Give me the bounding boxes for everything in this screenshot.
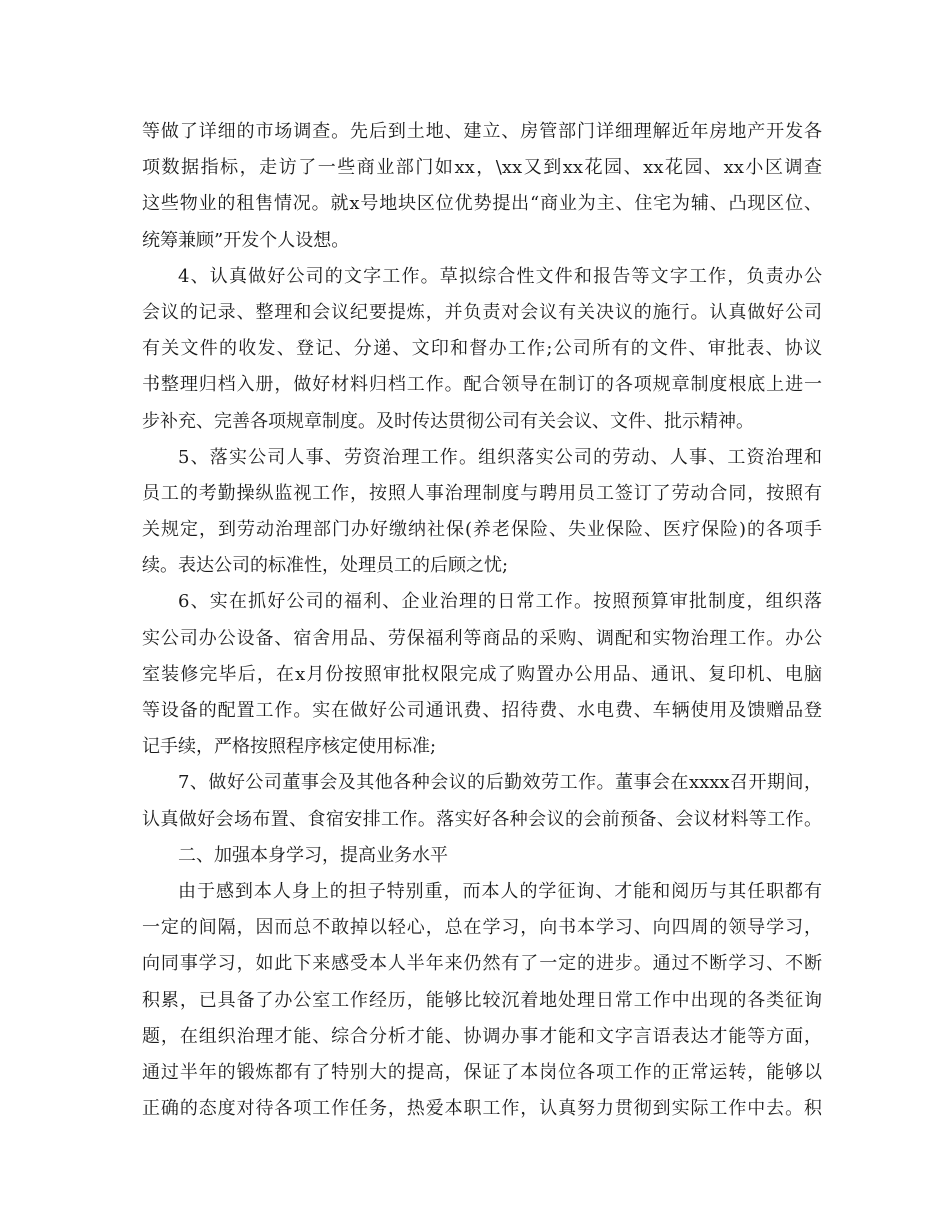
text-line: 这些物业的租售情况。就x号地块区位优势提出“商业为主、住宅为辅、凸现区位、 (142, 193, 822, 215)
text-line: 书整理归档入册，做好材料归档工作。配合领导在制订的各项规章制度根底上进一 (142, 374, 822, 396)
text-line: 7、做好公司董事会及其他各种会议的后勤效劳工作。董事会在xxxx召开期间， (178, 772, 822, 794)
text-line: 题，在组织治理才能、综合分析才能、协调办事才能和文字言语表达才能等方面， (142, 1025, 822, 1047)
text-line: 积累，已具备了办公室工作经历，能够比较沉着地处理日常工作中出现的各类征询 (142, 989, 822, 1011)
text-line: 等设备的配置工作。实在做好公司通讯费、招待费、水电费、车辆使用及馈赠品登 (142, 700, 822, 721)
text-line: 记手续，严格按照程序核定使用标准; (142, 736, 437, 758)
text-line: 有关文件的收发、登记、分递、文印和督办工作;公司所有的文件、审批表、协议 (142, 338, 822, 360)
text-line: 向同事学习，如此下来感受本人半年来仍然有了一定的进步。通过不断学习、不断 (142, 953, 822, 975)
text-line: 续。表达公司的标准性，处理员工的后顾之忧; (142, 555, 509, 577)
text-line: 项数据指标，走访了一些商业部门如xx，\xx又到xx花园、xx花园、xx小区调查 (142, 157, 822, 179)
text-line: 员工的考勤操纵监视工作，按照人事治理制度与聘用员工签订了劳动合同，按照有 (142, 482, 822, 504)
text-line: 会议的记录、整理和会议纪要提炼，并负责对会议有关决议的施行。认真做好公司 (142, 301, 822, 323)
text-line: 统筹兼顾”开发个人设想。 (142, 229, 350, 251)
text-line: 认真做好会场布置、食宿安排工作。落实好各种会议的会前预备、会议材料等工作。 (142, 808, 822, 830)
text-line: 一定的间隔，因而总不敢掉以轻心，总在学习，向书本学习、向四周的领导学习， (142, 917, 822, 939)
text-line: 5、落实公司人事、劳资治理工作。组织落实公司的劳动、人事、工资治理和 (178, 446, 822, 468)
text-line: 室装修完毕后，在x月份按照审批权限完成了购置办公用品、通讯、复印机、电脑 (142, 663, 822, 685)
text-line: 步补充、完善各项规章制度。及时传达贯彻公司有关会议、文件、批示精神。 (142, 410, 754, 432)
text-line: 通过半年的锻炼都有了特别大的提高，保证了本岗位各项工作的正常运转，能够以 (142, 1061, 822, 1083)
text-line: 由于感到本人身上的担子特别重，而本人的学征询、才能和阅历与其任职都有 (178, 880, 822, 902)
body-text (142, 114, 822, 1127)
text-line: 等做了详细的市场调查。先后到土地、建立、房管部门详细理解近年房地产开发各 (142, 121, 822, 142)
text-line: 关规定，到劳动治理部门办好缴纳社保(养老保险、失业保险、医疗保险)的各项手 (142, 519, 822, 541)
text-line: 正确的态度对待各项工作任务，热爱本职工作，认真努力贯彻到实际工作中去。积 (142, 1098, 822, 1120)
text-line: 6、实在抓好公司的福利、企业治理的日常工作。按照预算审批制度，组织落 (178, 591, 822, 613)
text-line: 4、认真做好公司的文字工作。草拟综合性文件和报告等文字工作，负责办公 (178, 265, 822, 287)
text-line: 二、加强本身学习，提高业务水平 (178, 844, 448, 866)
text-line: 实公司办公设备、宿舍用品、劳保福利等商品的采购、调配和实物治理工作。办公 (142, 627, 822, 649)
